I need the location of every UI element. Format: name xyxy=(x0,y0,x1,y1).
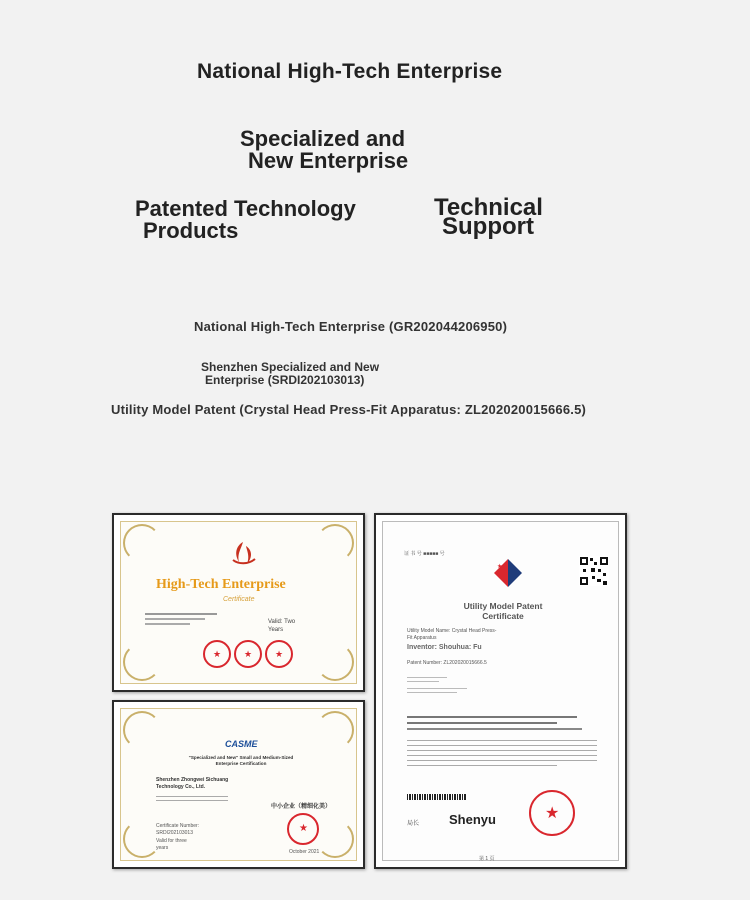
certificate-border xyxy=(120,521,357,684)
red-seal-icon: ★ xyxy=(265,640,293,668)
signature-caption: 局长 xyxy=(407,821,420,827)
srdi-company xyxy=(156,777,228,790)
patent-model-name: Utility Model Name: Crystal Head Press-Fit Apparatus xyxy=(407,628,497,641)
heading-national-hightech: National High-Tech Enterprise xyxy=(197,60,503,83)
srdi-body-text xyxy=(156,793,228,804)
certificate-border xyxy=(382,521,619,861)
srdi-valid-line2: years xyxy=(156,844,169,851)
patent-cert-title-line2: Certificate xyxy=(482,610,524,621)
patent-number: Patent Number: ZL202020015666.5 xyxy=(407,660,487,666)
srdi-company-line1: Shenzhen Zhongwei Sichuang xyxy=(156,777,229,783)
heading-technical xyxy=(434,194,543,241)
srdi-cert-title xyxy=(171,755,311,767)
ornament-corner xyxy=(123,524,161,562)
ornament-corner xyxy=(316,711,354,749)
cert-header-number: 证 书 号 ■■■■■ 号 xyxy=(404,551,445,557)
srdi-cert-number xyxy=(156,823,199,851)
qr-code-icon xyxy=(579,556,609,586)
patent-cert-title xyxy=(443,602,563,622)
srdi-certificate xyxy=(112,700,365,869)
heading-patented-line1: Patented Technology xyxy=(135,196,356,221)
heading-technical-line1: Technical xyxy=(434,194,543,221)
hightech-logo-icon xyxy=(228,540,258,568)
patent-inventor: Inventor: Shouhua: Fu xyxy=(407,644,482,651)
hightech-cert-title: High-Tech Enterprise xyxy=(156,577,286,592)
patent-office-logo-icon xyxy=(489,556,527,590)
patent-meta-text xyxy=(407,674,467,696)
srdi-cert-number-label: Certificate Number: xyxy=(156,823,200,829)
srdi-cert-title-line1: "Specialized and New" Small and Medium-Sized xyxy=(188,755,294,760)
red-seal-icon: ★ xyxy=(287,813,319,845)
ornament-corner xyxy=(316,524,354,562)
red-seal-icon: ★ xyxy=(203,640,231,668)
label-utility-patent: Utility Model Patent (Crystal Head Press-Fit Apparatus: ZL202020015666.5) xyxy=(111,402,587,417)
hightech-cert-subtitle: Certificate xyxy=(223,596,255,603)
barcode-icon xyxy=(407,794,467,800)
patent-cert-title-line1: Utility Model Patent xyxy=(463,601,543,611)
red-seal-icon: ★ xyxy=(529,790,575,836)
hightech-certificate xyxy=(112,513,365,692)
ornament-corner xyxy=(316,820,354,858)
patent-signature: Shenyu xyxy=(449,812,496,827)
ornament-corner xyxy=(123,711,161,749)
page-footer: 第 1 页 xyxy=(479,856,495,862)
label-shenzhen-line2: Enterprise (SRDI202103013) xyxy=(205,372,365,387)
label-hightech: National High-Tech Enterprise (GR202044206950) xyxy=(194,319,508,334)
utility-patent-certificate xyxy=(374,513,627,869)
heading-patented xyxy=(135,198,356,242)
label-shenzhen xyxy=(201,361,379,386)
srdi-date: October 2021 xyxy=(289,849,320,855)
cert-body-text xyxy=(145,610,225,628)
red-seal-icon: ★ xyxy=(234,640,262,668)
heading-specialized-line2: New Enterprise xyxy=(248,148,409,173)
heading-specialized xyxy=(240,128,408,172)
heading-technical-line2: Support xyxy=(442,213,534,241)
label-shenzhen-line1: Shenzhen Specialized and New xyxy=(201,360,380,374)
patent-body-text xyxy=(407,712,597,770)
valid-two-years: Valid: Two Years xyxy=(268,619,296,633)
srdi-company-line2: Technology Co., Ltd. xyxy=(156,783,206,790)
heading-specialized-line1: Specialized and xyxy=(240,126,406,151)
srdi-cert-title-line2: Enterprise Certification xyxy=(215,760,267,766)
heading-patented-line2: Products xyxy=(143,218,239,243)
ornament-corner xyxy=(316,643,354,681)
srdi-valid-line1: Valid for three xyxy=(156,838,187,844)
srdi-cert-number-value: SRDI202103013 xyxy=(156,829,193,836)
certificate-border xyxy=(120,708,357,861)
casme-logo: CASME xyxy=(225,739,258,749)
srdi-cn-stamp-text: 中小企业（精细化美） xyxy=(271,804,332,810)
ornament-corner xyxy=(123,643,161,681)
svg-text:★: ★ xyxy=(497,564,503,570)
